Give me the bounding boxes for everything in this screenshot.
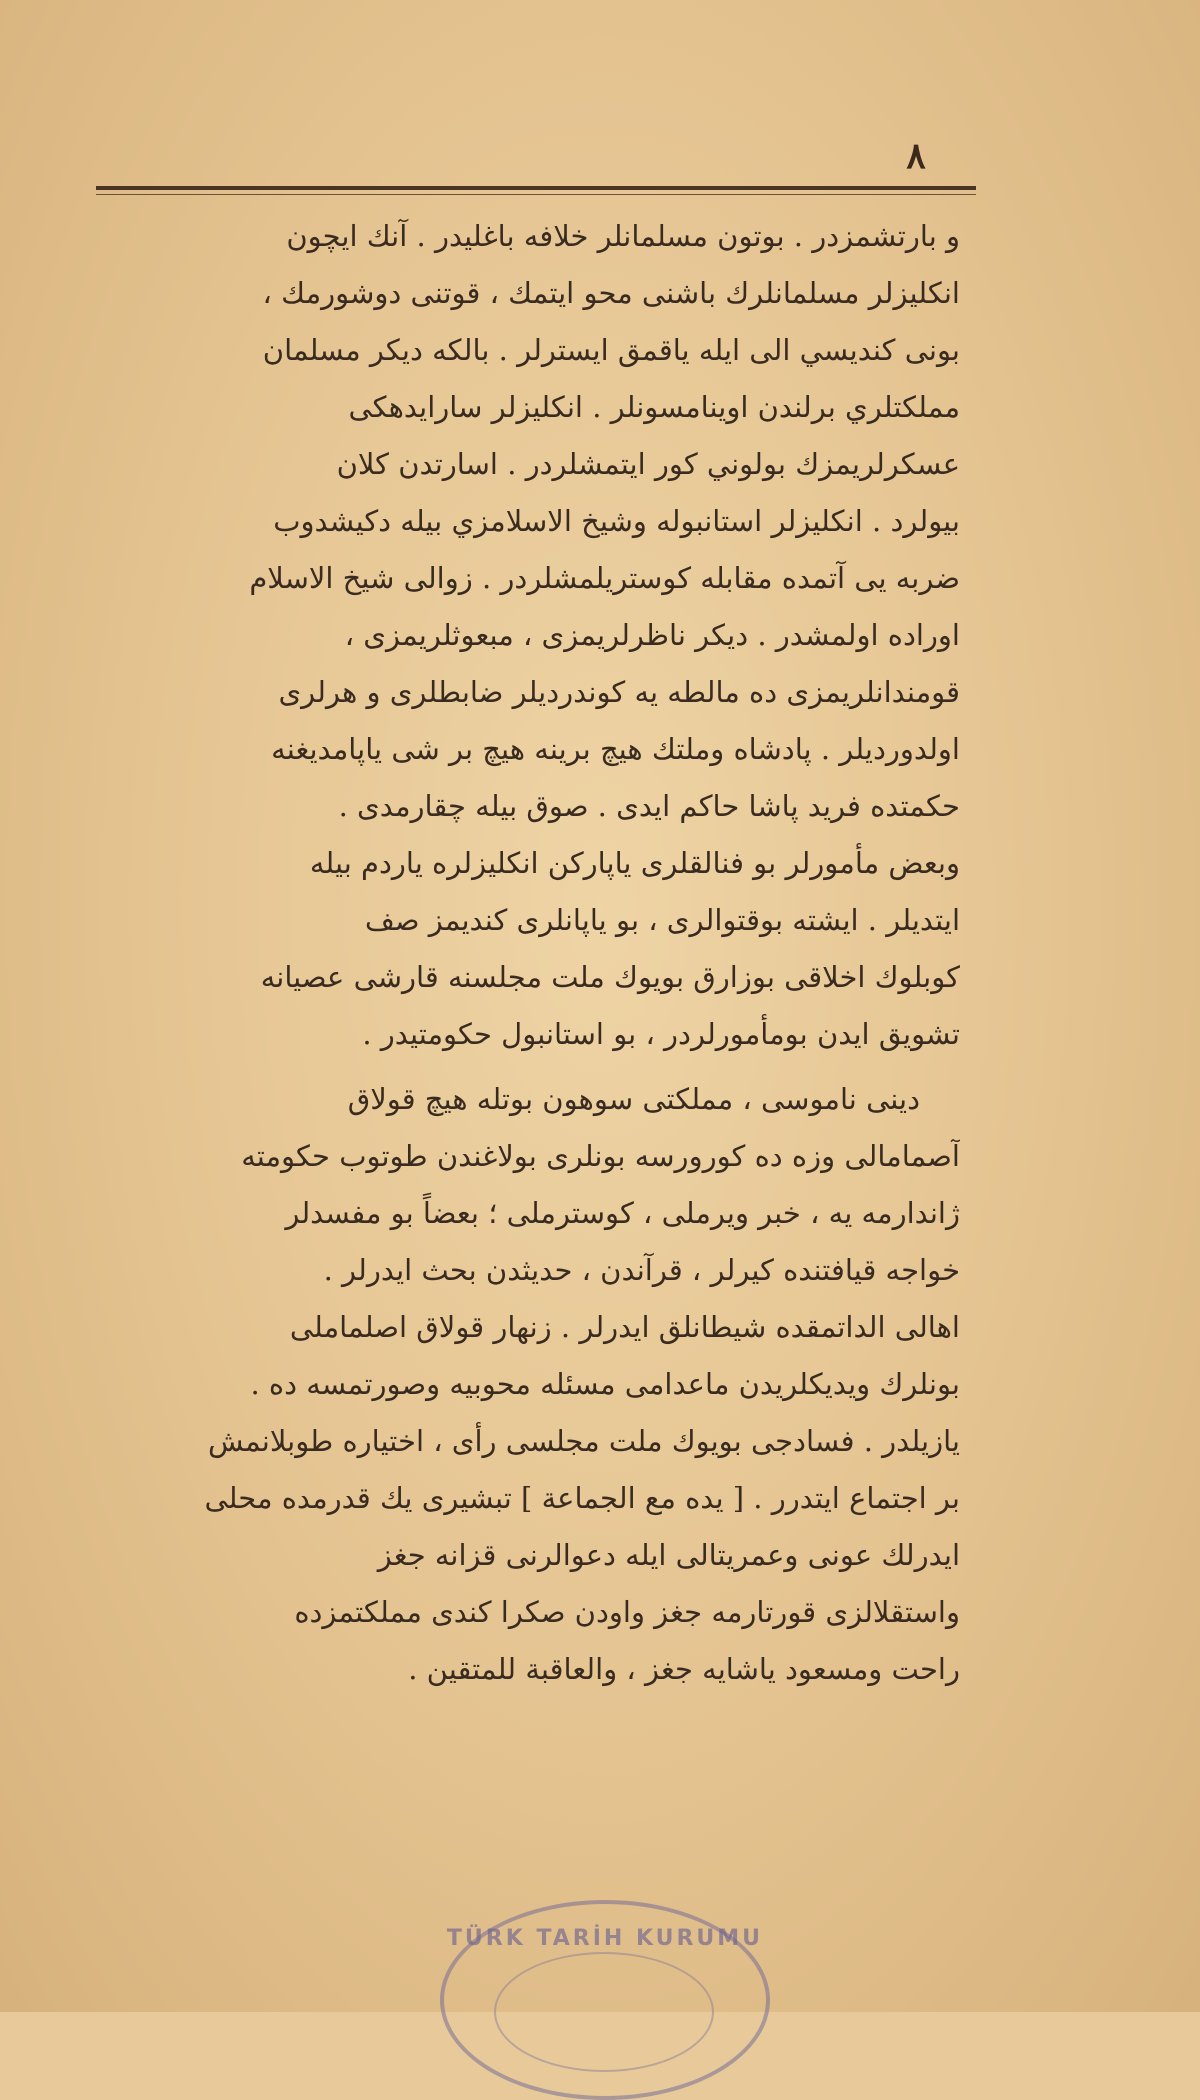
text-line: بر اجتماع ایتدرر . [ یده مع الجماعة ] تبشیری یك قدرمده محلی <box>204 1481 960 1515</box>
text-line: حکمتده فرید پاشا حاکم ایدی . صوق بیله چقارمدی . <box>338 789 960 823</box>
text-line: تشویق ایدن بومأمورلردر ، بو استانبول حکومتیدر . <box>362 1017 960 1051</box>
text-line: ایدرلك عونی وعمریتالی ایله دعوالرنی قزانه جغز <box>377 1538 960 1572</box>
text-line: اولدوردیلر . پادشاه وملتك هيچ برينه هيچ بر شی ياپامديغنه <box>271 732 960 766</box>
text-line: کوبلوك اخلاقی بوزارق بويوك ملت مجلسنه قارشی عصیانه <box>260 960 960 994</box>
text-line: انكلیزلر مسلمانلرك باشنی محو ايتمك ، قوتنی دوشورمك ، <box>262 276 960 310</box>
text-line: دینی ناموسی ، مملکتی سوهون بوتله هيچ قولاق <box>347 1082 920 1116</box>
text-line: آصمامالی وزه ده کورورسه بونلری بولاغندن طوتوب حکومته <box>241 1139 960 1173</box>
text-line: قومندانلریمزی ده مالطه یه کوندردیلر ضابطلری و هرلری <box>278 675 960 709</box>
text-line: بونی كنديسي الی ايله ياقمق ايسترلر . بالکه ديكر مسلمان <box>262 333 960 367</box>
text-line: اهالی الداتمقده شیطانلق ایدرلر . زنهار قولاق اصلماملی <box>289 1310 960 1344</box>
text-line: وبعض مأمورلر بو فنالقلری یاپارکن انکلیزلره یاردم بیله <box>309 846 960 880</box>
text-line: ضربه یی آتمده مقابله کوستریلمشلردر . زوالی شیخ الاسلام <box>249 561 960 595</box>
text-line: بيولرد . انکلیزلر استانبوله وشیخ الاسلامزي بيله دكيشدوب <box>273 504 960 538</box>
body-text <box>100 208 960 1698</box>
header-rule-thin <box>96 194 976 195</box>
text-line: یازیلدر . فسادجی بويوك ملت مجلسی رأی ، اختیاره طوبلانمش <box>208 1424 960 1458</box>
text-line: عسكرلريمزك بولوني كور ايتمشلردر . اسارتدن کلان <box>336 447 960 481</box>
stamp-text: TÜRK TARİH KURUMU <box>446 1926 764 1951</box>
text-line: راحت ومسعود یاشایه جغز ، والعاقبة للمتقین . <box>408 1652 960 1686</box>
text-line: ایتدیلر . ایشته بوقتوالری ، بو یاپانلری کندیمز صف <box>364 903 960 937</box>
text-line: بونلرك ويدیکلریدن ماعدامی مسئله محوبیه وصورتمسه ده . <box>250 1367 960 1401</box>
text-line: مملکتلري برلندن اوینامسونلر . انکلیزلر سارايدهکی <box>348 390 960 424</box>
text-line: اوراده اولمشدر . دیکر ناظرلریمزی ، مبعوثلریمزی ، <box>344 618 960 652</box>
text-line: و بارتشمزدر . بوتون مسلمانلر خلافه باغليدر . آنك ايچون <box>286 219 960 253</box>
text-line: خواجه قیافتنده کیرلر ، قرآندن ، حدیثدن بحث ایدرلر . <box>323 1253 960 1287</box>
library-stamp <box>440 1900 770 2100</box>
stamp-inner-ring <box>494 1952 714 2072</box>
text-line: ژاندارمه یه ، خبر ويرملی ، کوسترملی ؛ بعضاً بو مفسدلر <box>285 1196 960 1230</box>
header-rule <box>96 186 976 190</box>
text-line: واستقلالزی قورتارمه جغز واودن صکرا کندی مملکتمزده <box>294 1595 960 1629</box>
page-number: ٨ <box>906 135 926 177</box>
